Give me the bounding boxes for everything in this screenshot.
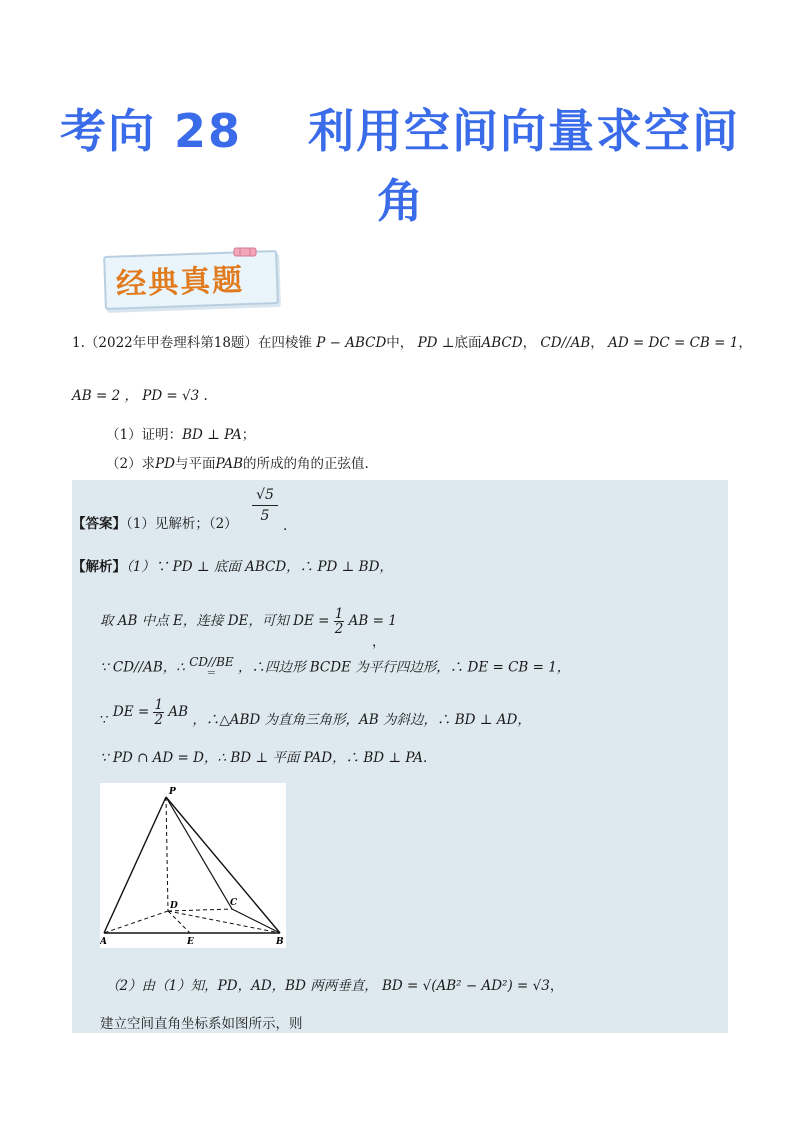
analysis-text-2a: 取 AB 中点 E，连接 DE，可知 xyxy=(100,613,289,629)
half-fraction-2 xyxy=(153,698,164,727)
problem-number: 1. xyxy=(72,335,85,351)
half-denominator: 2 xyxy=(334,621,344,637)
answer-end: . xyxy=(283,518,288,534)
answer-denominator: 5 xyxy=(260,508,270,524)
part-2-mid: 与平面 xyxy=(175,456,216,472)
half-denominator-2: 2 xyxy=(154,712,164,728)
analysis-text-1: （1）∵ PD ⊥ 底面 ABCD，∴ PD ⊥ BD， xyxy=(126,559,393,575)
page-title-line-1: 考向 28 利用空间向量求空间 xyxy=(59,104,741,158)
parallel-equal-symbol xyxy=(189,656,233,680)
part-2-end: 的所成的角的正弦值. xyxy=(243,456,369,472)
analysis-line-1 xyxy=(72,557,393,577)
problem-source: （2022年甲卷理科第18题） xyxy=(84,335,258,351)
answer-text: （1）见解析；（2） xyxy=(126,516,238,532)
problem-intro: 在四棱锥 xyxy=(257,335,312,351)
half-numerator-2: 1 xyxy=(154,697,164,713)
answer-line xyxy=(72,514,238,534)
edge-de xyxy=(168,911,190,933)
analysis-text-3a: ∵ CD//AB，∴ xyxy=(100,659,185,676)
edge-cb xyxy=(232,909,280,933)
problem-mid: 中， xyxy=(386,335,414,351)
edge-pb xyxy=(166,797,280,933)
condition-parallel: CD//AB xyxy=(540,335,591,351)
part-1-end: ； xyxy=(241,427,256,443)
pyramid-diagram xyxy=(100,783,286,948)
problem-line-1: 1.（2022年甲卷理科第18题）在四棱锥 P − ABCD中， PD ⊥底面ABCD， CD//AB， AD = DC = CB = 1， xyxy=(72,335,752,351)
pyramid-figure xyxy=(100,783,286,948)
section-badge xyxy=(100,245,280,307)
part-2-pab: PAB xyxy=(215,456,244,472)
problem-part-1 xyxy=(106,425,255,445)
vertex-label-c: C xyxy=(230,898,238,908)
de-lhs-2: DE = xyxy=(112,704,150,720)
analysis-line-2 xyxy=(100,607,397,636)
because-symbol: ∵ xyxy=(100,712,109,728)
pyramid-name: P − ABCD xyxy=(316,335,387,351)
analysis-line-7: 建立空间直角坐标系如图所示，则 xyxy=(100,1016,303,1032)
analysis-text-3d: ，∴四边形 BCDE 为平行四边形，∴ DE = CB = 1， xyxy=(237,659,571,676)
bd-length: BD = √(AB² − AD²) = √3 xyxy=(382,978,550,994)
vertex-label-p: P xyxy=(169,787,176,797)
part-2-pd: PD xyxy=(155,456,176,472)
de-rhs: AB = 1 xyxy=(348,613,397,629)
half-fraction xyxy=(334,607,345,636)
vertex-label-d: D xyxy=(170,901,178,911)
edge-pa xyxy=(104,797,166,933)
analysis-line-3 xyxy=(100,656,570,680)
analysis-text-6c: ， xyxy=(549,978,564,994)
condition-base: 底面 xyxy=(454,335,482,351)
answer-fraction xyxy=(252,487,278,524)
answer-label: 【答案】 xyxy=(72,516,126,532)
equal-mark: ＝ xyxy=(206,668,217,679)
analysis-line-4 xyxy=(100,697,531,735)
problem-part-2 xyxy=(106,454,369,474)
vertex-label-a: A xyxy=(100,937,107,947)
badge-label: 经典真题 xyxy=(115,262,245,303)
analysis-text-6a: （2）由（1）知，PD，AD，BD 两两垂直， xyxy=(106,978,378,994)
condition-lengths: AD = DC = CB = 1 xyxy=(608,335,739,351)
edge-da xyxy=(104,911,168,933)
edge-pd xyxy=(166,797,168,911)
answer-numerator: √5 xyxy=(252,487,278,506)
part-1-label: （1）证明： xyxy=(106,427,183,443)
edge-db xyxy=(168,911,280,933)
condition-abcd: ABCD xyxy=(481,335,523,351)
analysis-line-6 xyxy=(106,976,563,996)
part-1-math: BD ⊥ PA xyxy=(182,427,242,443)
problem-line-2: AB = 2 ， PD = √3 . xyxy=(72,388,208,404)
part-2-label: （2）求 xyxy=(106,456,156,472)
analysis-label: 【解析】 xyxy=(72,559,126,575)
vertex-label-b: B xyxy=(276,937,284,947)
half-numerator: 1 xyxy=(334,606,344,622)
cd-parallel-be: CD//BE xyxy=(189,655,234,669)
analysis-line-5: ∵ PD ∩ AD = D，∴ BD ⊥ 平面 PAD，∴ BD ⊥ PA. xyxy=(100,750,428,766)
analysis-text-4b: ，∴△ABD 为直角三角形，AB 为斜边，∴ BD ⊥ AD， xyxy=(192,712,531,728)
analysis-line-2-end: ， xyxy=(372,634,386,650)
vertex-label-e: E xyxy=(187,937,194,947)
de-lhs: DE = xyxy=(293,613,330,629)
condition-pd: PD ⊥ xyxy=(417,335,455,351)
edge-pc xyxy=(166,797,232,909)
ab-term: AB xyxy=(168,704,189,720)
page-title-line-2: 角 xyxy=(377,174,423,228)
